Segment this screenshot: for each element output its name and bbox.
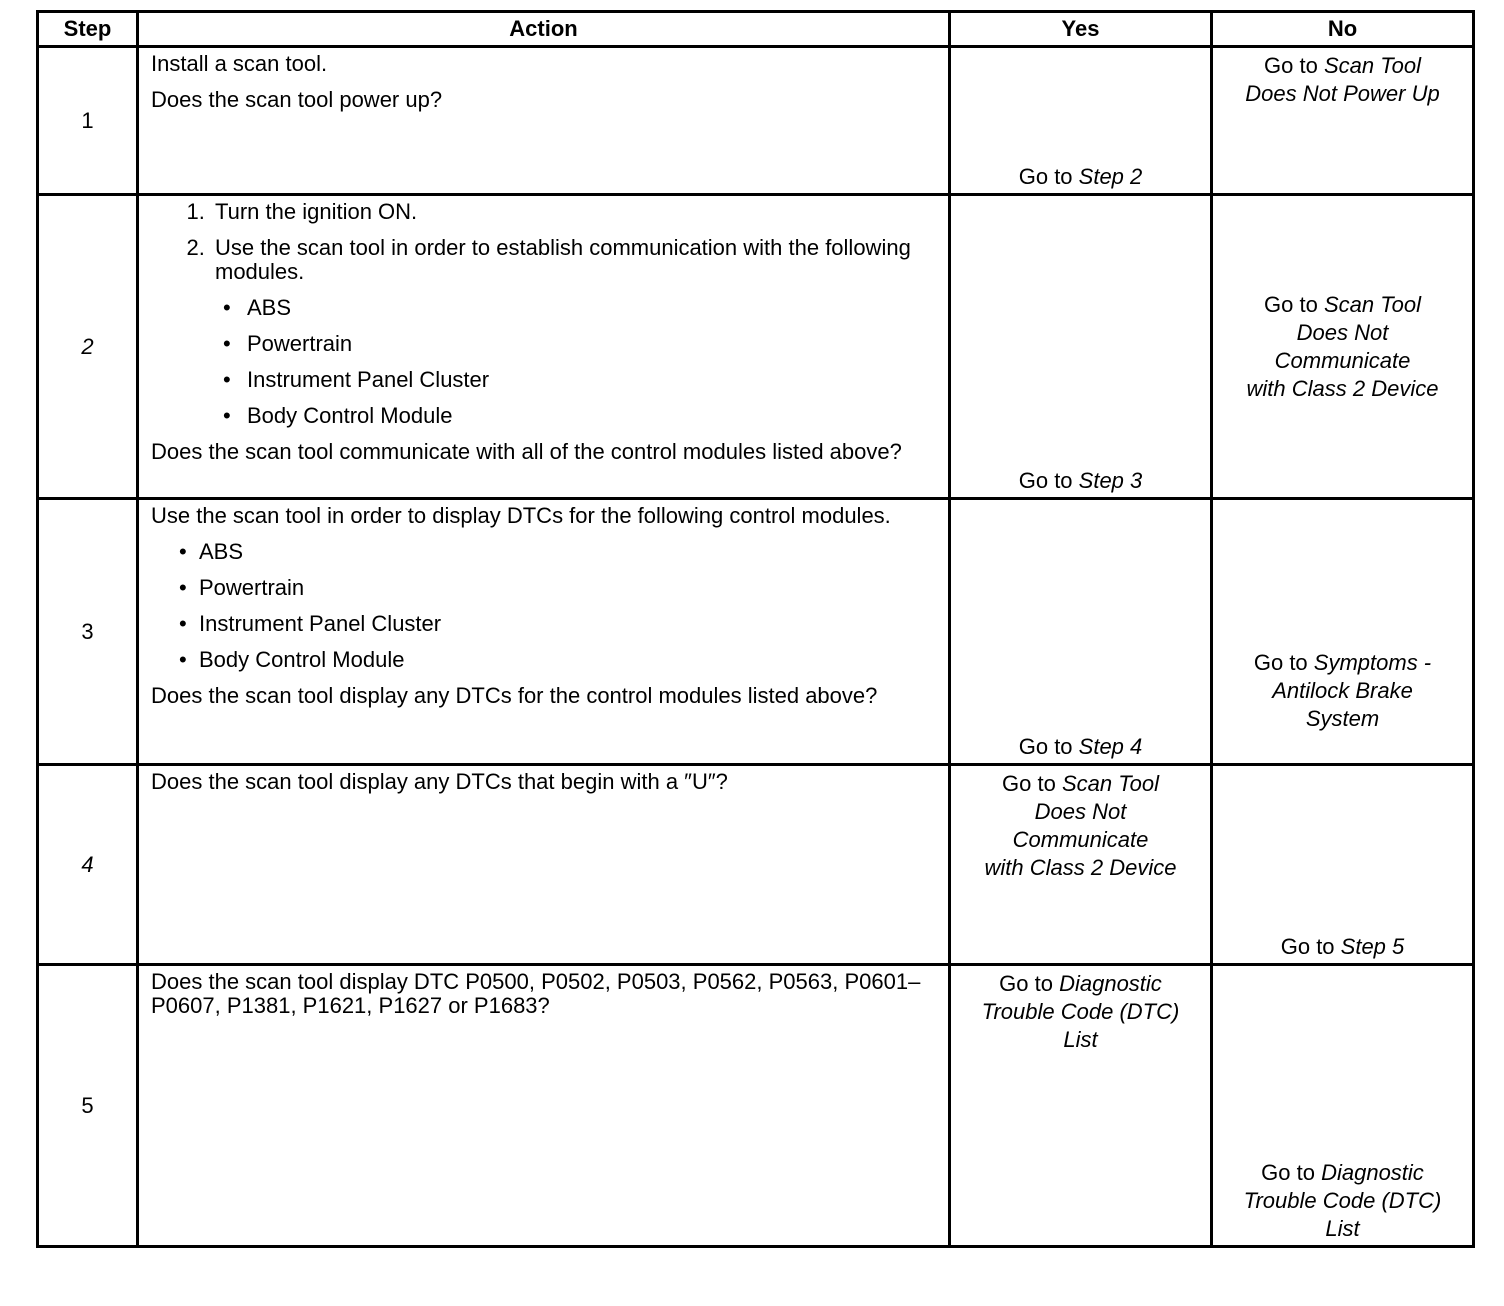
no-target-link-line1[interactable]: Scan Tool <box>1323 291 1421 317</box>
table-row-step-3 <box>38 499 1474 765</box>
step-number: 2 <box>38 195 138 499</box>
no-prefix: Go to <box>1253 650 1314 675</box>
header-no: No <box>1212 12 1474 47</box>
action-instruction: Use the scan tool in order to display DTCs for the following control modules. <box>151 503 891 528</box>
no-target-link-line1[interactable]: Symptoms - <box>1313 650 1432 675</box>
diagnostic-table <box>36 10 1475 1248</box>
yes-result <box>957 970 1204 1054</box>
action-cell <box>138 47 950 195</box>
table-row-step-4 <box>38 765 1474 965</box>
module-list-item: • Instrument Panel Cluster <box>243 368 938 392</box>
no-target-link-line3[interactable]: System <box>1305 706 1380 731</box>
yes-prefix: Go to <box>1018 734 1079 759</box>
yes-target-link-line2[interactable]: Trouble Code (DTC) <box>981 999 1180 1024</box>
table-row-step-5 <box>38 965 1474 1247</box>
no-target-link-line2[interactable]: Does Not <box>1296 319 1389 345</box>
numbered-steps <box>151 200 938 428</box>
yes-cell <box>950 195 1212 499</box>
yes-target-link[interactable]: Step 2 <box>1078 164 1143 189</box>
step-number: 3 <box>38 499 138 765</box>
no-result <box>1213 1159 1472 1243</box>
yes-target-link-line1[interactable]: Diagnostic <box>1059 971 1162 996</box>
no-prefix: Go to <box>1264 291 1324 317</box>
no-cell <box>1212 47 1474 195</box>
yes-target-link[interactable]: Step 4 <box>1078 734 1143 759</box>
no-result <box>1219 52 1466 108</box>
no-target-link[interactable]: Step 5 <box>1340 934 1405 959</box>
action-cell <box>138 195 950 499</box>
module-list-item: • Powertrain <box>199 576 938 600</box>
module-list-item: • ABS <box>243 296 938 320</box>
no-target-link-line1[interactable]: Diagnostic <box>1321 1160 1424 1185</box>
action-question: Does the scan tool power up? <box>151 87 443 112</box>
table-row-step-1 <box>38 47 1474 195</box>
yes-result <box>957 770 1204 882</box>
no-cell <box>1212 195 1474 499</box>
yes-target-link-line4[interactable]: with Class 2 Device <box>984 855 1177 880</box>
yes-prefix: Go to <box>1018 468 1079 493</box>
yes-result <box>951 733 1210 761</box>
no-cell <box>1212 965 1474 1247</box>
yes-result <box>951 467 1210 495</box>
yes-prefix: Go to <box>1018 164 1079 189</box>
yes-cell <box>950 47 1212 195</box>
no-prefix: Go to <box>1280 934 1341 959</box>
no-result <box>1213 649 1472 733</box>
action-question: Does the scan tool display any DTCs for the control modules listed above? <box>151 683 878 708</box>
no-target-link-line2[interactable]: Antilock Brake <box>1272 678 1413 703</box>
action-question: Does the scan tool display any DTCs that begin with a ″U″? <box>151 769 728 794</box>
header-yes: Yes <box>950 12 1212 47</box>
no-result <box>1213 933 1472 961</box>
module-list-item: • Powertrain <box>243 332 938 356</box>
action-instruction: Install a scan tool. <box>151 51 328 76</box>
action-cell <box>138 965 950 1247</box>
no-target-link-line2[interactable]: Does Not Power Up <box>1245 81 1440 106</box>
step-number: 4 <box>38 765 138 965</box>
header-action: Action <box>138 12 950 47</box>
yes-cell <box>950 499 1212 765</box>
numbered-step <box>211 236 938 428</box>
yes-prefix: Go to <box>1002 771 1062 796</box>
no-prefix: Go to <box>1261 1160 1322 1185</box>
action-question: Does the scan tool communicate with all of the control modules listed above? <box>151 439 902 464</box>
yes-target-link-line3[interactable]: List <box>1063 1027 1098 1052</box>
step-number: 5 <box>38 965 138 1247</box>
no-target-link-line3[interactable]: Communicate <box>1274 347 1411 373</box>
no-target-link-line1[interactable]: Scan Tool <box>1323 53 1421 78</box>
no-target-link-line4[interactable]: with Class 2 Device <box>1246 375 1439 401</box>
module-list-item: • ABS <box>199 540 938 564</box>
module-list-item: • Body Control Module <box>243 404 938 428</box>
no-target-link-line3[interactable]: List <box>1325 1216 1360 1241</box>
no-prefix: Go to <box>1264 53 1324 78</box>
yes-cell <box>950 965 1212 1247</box>
yes-prefix: Go to <box>999 971 1060 996</box>
yes-result <box>951 163 1210 191</box>
no-cell <box>1212 499 1474 765</box>
step-number: 1 <box>38 47 138 195</box>
module-list-item: • Instrument Panel Cluster <box>199 612 938 636</box>
action-cell <box>138 765 950 965</box>
header-step: Step <box>38 12 138 47</box>
yes-target-link-line2[interactable]: Does Not <box>1034 799 1127 824</box>
no-target-link-line2[interactable]: Trouble Code (DTC) <box>1243 1188 1442 1213</box>
module-list-item: • Body Control Module <box>199 648 938 672</box>
yes-target-link[interactable]: Step 3 <box>1078 468 1143 493</box>
no-result <box>1213 291 1472 403</box>
module-list <box>151 540 938 672</box>
yes-target-link-line3[interactable]: Communicate <box>1012 827 1149 852</box>
no-cell <box>1212 765 1474 965</box>
module-list <box>215 296 938 428</box>
table-row-step-2 <box>38 195 1474 499</box>
yes-cell <box>950 765 1212 965</box>
action-question: Does the scan tool display DTC P0500, P0502, P0503, P0562, P0563, P0601–P0607, P1381, P1621, P1627 or P1683? <box>151 969 921 1018</box>
numbered-step-text: Use the scan tool in order to establish communication with the following modules. <box>215 235 911 284</box>
numbered-step: 1. Turn the ignition ON. <box>211 200 938 224</box>
yes-target-link-line1[interactable]: Scan Tool <box>1061 771 1159 796</box>
action-cell <box>138 499 950 765</box>
header-row <box>38 12 1474 47</box>
